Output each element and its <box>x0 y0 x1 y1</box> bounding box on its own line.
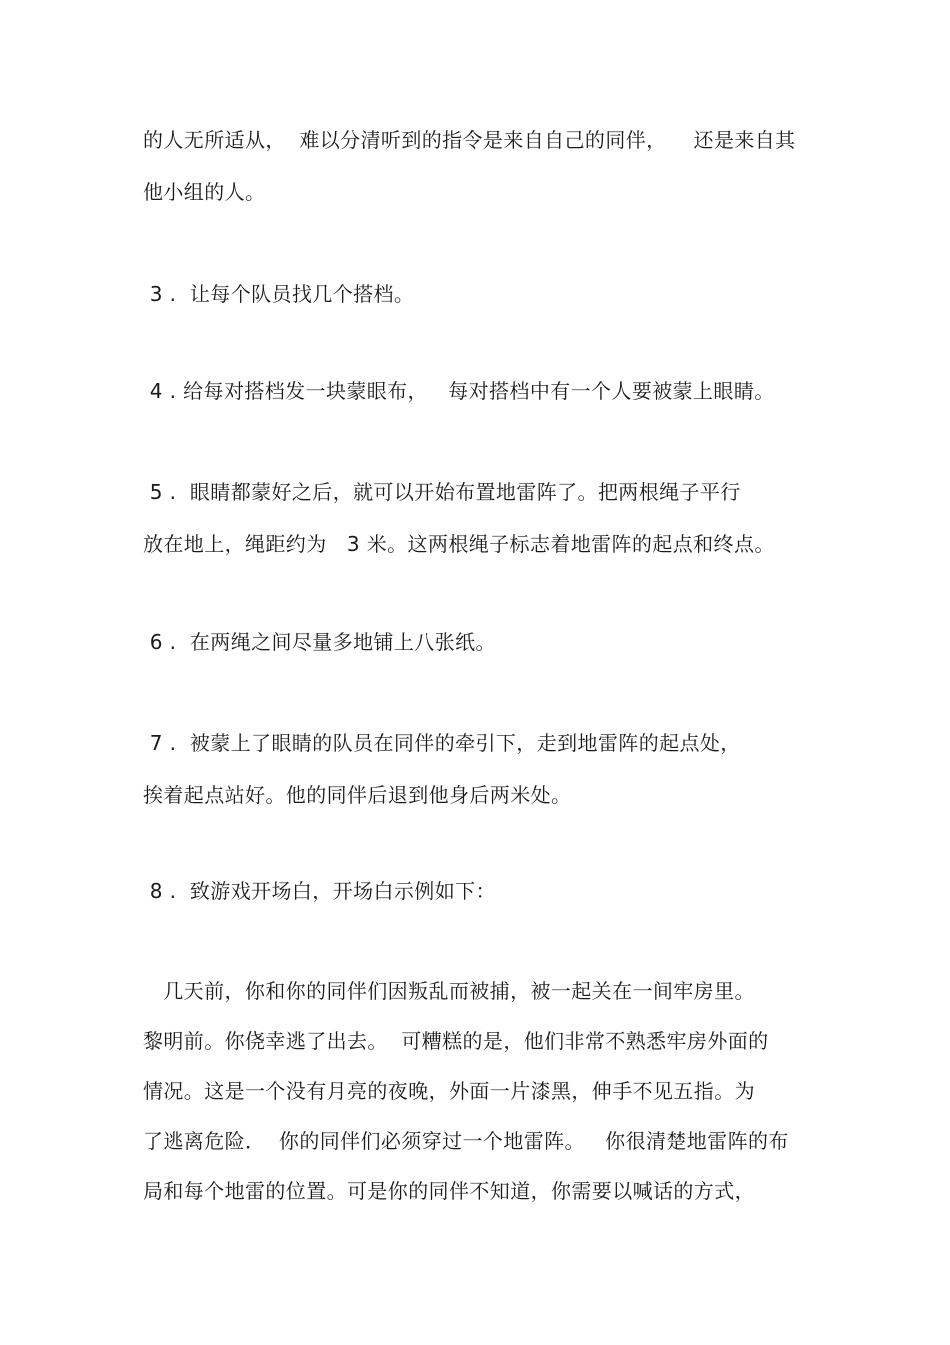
text-line: 的人无所适从， 难以分清听到的指令是来自自己的同伴， 还是来自其 <box>143 128 796 152</box>
list-item-4: 4 . 给每对搭档发一块蒙眼布， 每对搭档中有一个人要被蒙上眼睛。 <box>143 379 775 403</box>
text-line: 挨着起点站好。他的同伴后退到他身后两米处。 <box>143 783 572 807</box>
paragraph-line: 黎明前。你侥幸逃了出去。 可糟糕的是，他们非常不熟悉牢房外面的 <box>143 1029 769 1053</box>
paragraph-line: 情况。这是一个没有月亮的夜晚，外面一片漆黑，伸手不见五指。为 <box>143 1079 755 1103</box>
list-item-5: 5 . 眼睛都蒙好之后，就可以开始布置地雷阵了。把两根绳子平行 <box>143 480 741 504</box>
paragraph-line: 了逃离危险． 你的同伴们必须穿过一个地雷阵。 你很清楚地雷阵的布 <box>143 1129 789 1153</box>
list-item-8: 8 . 致游戏开场白，开场白示例如下： <box>143 879 496 903</box>
list-item-3: 3 . 让每个队员找几个搭档。 <box>143 282 415 306</box>
text-line: 他小组的人。 <box>143 180 266 204</box>
paragraph-line: 几天前，你和你的同伴们因叛乱而被捕，被一起关在一间牢房里。 <box>143 979 755 1003</box>
list-item-7: 7 . 被蒙上了眼睛的队员在同伴的牵引下，走到地雷阵的起点处， <box>143 731 741 755</box>
list-item-6: 6 . 在两绳之间尽量多地铺上八张纸。 <box>143 630 496 654</box>
text-line: 放在地上，绳距约为 3 米。这两根绳子标志着地雷阵的起点和终点。 <box>143 532 775 556</box>
paragraph-line: 局和每个地雷的位置。可是你的同伴不知道，你需要以喊话的方式， <box>143 1179 755 1203</box>
